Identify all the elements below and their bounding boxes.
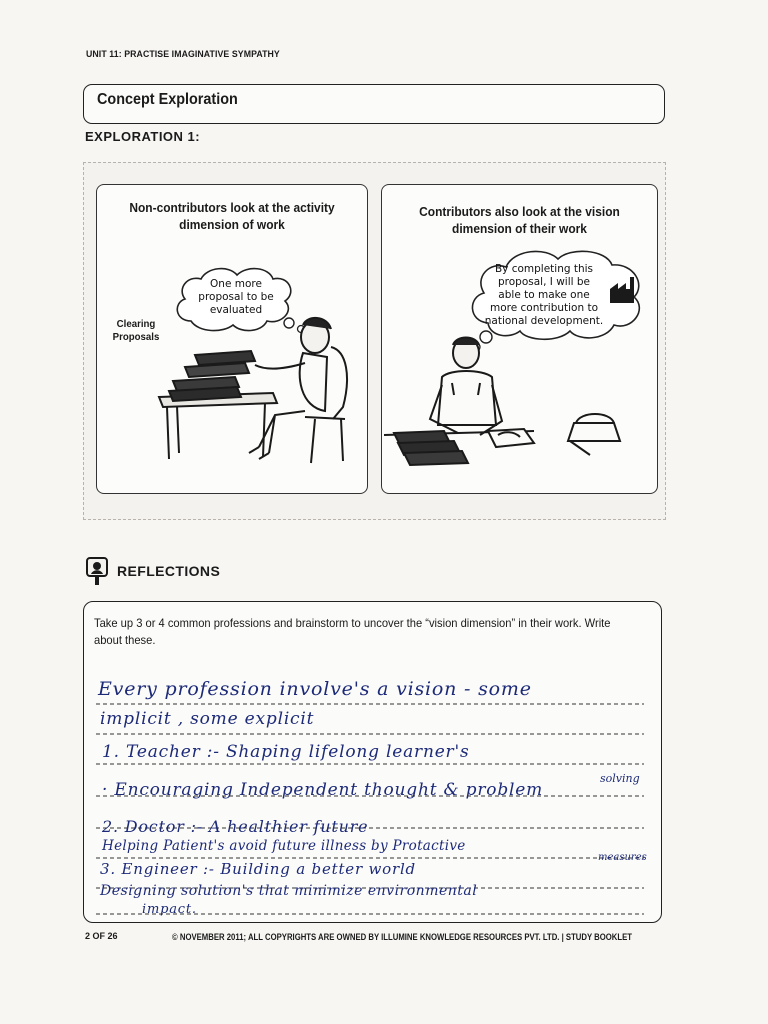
- handwritten-line: · Encouraging Independent thought & problem: [102, 780, 544, 800]
- sleeping-worker-illustration: [155, 307, 365, 467]
- handwritten-line: impact.: [142, 902, 197, 917]
- thought-line: proposal to be: [198, 291, 274, 303]
- non-contributor-panel: [96, 184, 368, 494]
- handwritten-line: Every profession involve's a vision - some: [98, 678, 532, 700]
- concept-title: Concept Exploration: [97, 91, 238, 108]
- panel-title-line: Contributors also look at the vision: [419, 204, 620, 219]
- exploration-heading: EXPLORATION 1:: [85, 129, 201, 144]
- handwritten-line: 3. Engineer :- Building a better world: [100, 860, 416, 878]
- handwritten-line: solving: [600, 772, 640, 785]
- handwritten-line: implicit , some explicit: [100, 709, 315, 729]
- copyright-notice: © NOVEMBER 2011; ALL COPYRIGHTS ARE OWNED BY ILLUMINE KNOWLEDGE RESOURCES PVT. LTD. | STUDY BOOKLET: [172, 932, 632, 942]
- reflections-title: REFLECTIONS: [117, 563, 221, 579]
- panel-title-line: dimension of their work: [452, 221, 587, 236]
- handwritten-line: Designing solution's that minimize environmental: [100, 883, 478, 899]
- thought-line: proposal, I will be: [498, 276, 590, 288]
- thought-line: One more: [210, 278, 262, 290]
- contributor-title: [393, 203, 646, 237]
- exploration-figure: [83, 162, 666, 520]
- thought-line: more contribution to: [489, 302, 599, 314]
- thought-line: national development.: [484, 315, 604, 327]
- reflection-prompt: Take up 3 or 4 common professions and brainstorm to uncover the “vision dimension” in their work. Write about these.: [94, 616, 611, 647]
- reflection-mirror-icon: [84, 556, 110, 586]
- factory-icon: [608, 273, 640, 305]
- unit-label: UNIT 11: PRACTISE IMAGINATIVE SYMPATHY: [86, 49, 280, 60]
- non-contributor-title: [108, 199, 356, 233]
- handwritten-line: 2. Doctor :- A healthier future: [102, 817, 369, 836]
- label-line: Proposals: [112, 331, 160, 343]
- reflection-answer-box: [83, 601, 662, 923]
- handwritten-line: 1. Teacher :- Shaping lifelong learner's: [102, 742, 470, 762]
- label-line: Clearing: [116, 318, 156, 330]
- thought-line: able to make one: [498, 289, 590, 301]
- thought-line: evaluated: [209, 304, 263, 316]
- thought-text: [484, 263, 604, 328]
- concept-title-box: [83, 84, 665, 124]
- handwritten-line: measures: [598, 852, 647, 863]
- panel-title-line: Non-contributors look at the activity: [129, 200, 335, 215]
- contributor-panel: [381, 184, 658, 494]
- panel-title-line: dimension of work: [179, 217, 285, 232]
- page-number: 2 OF 26: [85, 931, 118, 941]
- thought-line: By completing this: [494, 263, 594, 275]
- working-officer-illustration: [384, 331, 654, 481]
- handwritten-line: Helping Patient's avoid future illness by Protactive: [102, 838, 466, 854]
